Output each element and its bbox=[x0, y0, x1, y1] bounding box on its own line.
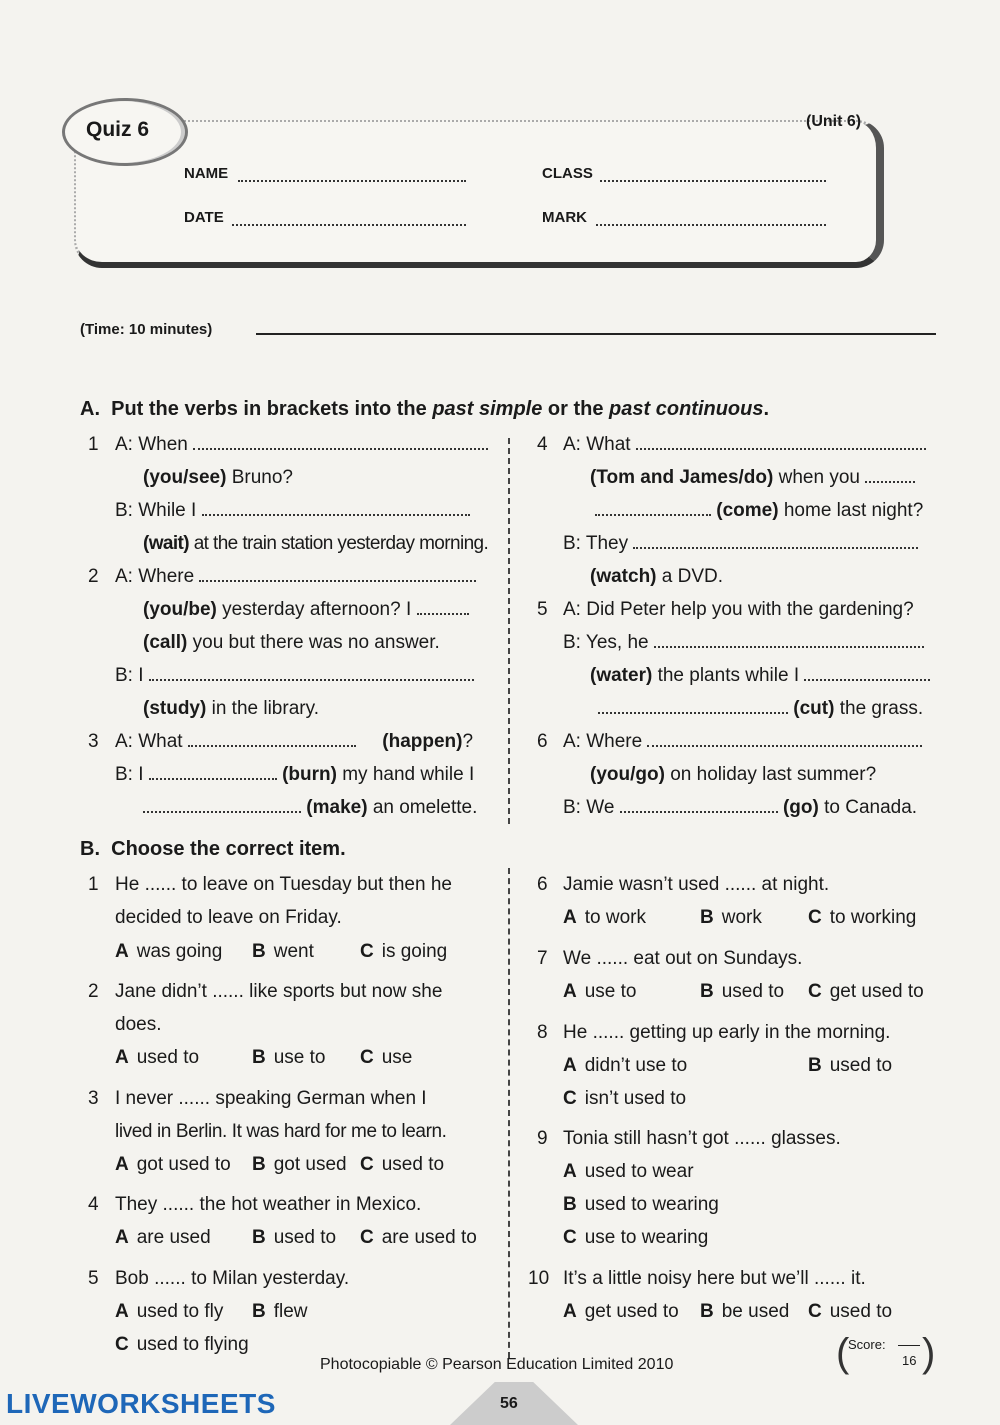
a-q1-blank2[interactable] bbox=[202, 500, 470, 516]
b-q10-line1: It’s a little noisy here but we’ll ...... it. bbox=[563, 1268, 866, 1289]
quiz-title: Quiz 6 bbox=[86, 118, 150, 141]
b-q2-option-a[interactable]: A used to bbox=[115, 1047, 200, 1068]
b-q10-number: 10 bbox=[528, 1268, 550, 1289]
b-q5-option-a[interactable]: A used to fly bbox=[115, 1301, 224, 1322]
a-q6-blank1[interactable] bbox=[647, 731, 922, 747]
a-q4-line5: (watch) a DVD. bbox=[590, 566, 724, 587]
time-limit: (Time: 10 minutes) bbox=[80, 321, 213, 338]
time-rule bbox=[256, 333, 936, 335]
a-q4-blank1[interactable] bbox=[636, 434, 926, 450]
b-q7-number: 7 bbox=[537, 948, 548, 969]
class-field[interactable] bbox=[600, 166, 826, 182]
b-q2-number: 2 bbox=[88, 981, 99, 1002]
a-q4-line1: A: What bbox=[563, 433, 926, 457]
b-q10-option-c[interactable]: C used to bbox=[808, 1301, 893, 1322]
b-q5-option-c[interactable]: C used to flying bbox=[115, 1334, 249, 1355]
score-box: ( Score: 16 ) bbox=[836, 1331, 936, 1375]
b-q5-line1: Bob ...... to Milan yesterday. bbox=[115, 1268, 350, 1289]
b-q9-option-a[interactable]: A used to wear bbox=[563, 1161, 694, 1182]
b-q7-line1: We ...... eat out on Sundays. bbox=[563, 948, 803, 969]
b-q4-line1: They ...... the hot weather in Mexico. bbox=[115, 1194, 422, 1215]
unit-label: (Unit 6) bbox=[806, 113, 862, 130]
a-q2-line3: (call) you but there was no answer. bbox=[143, 632, 440, 653]
a-q6-number: 6 bbox=[537, 731, 548, 752]
a-q3-line1: A: What (happen)? bbox=[115, 731, 474, 752]
mark-field[interactable] bbox=[596, 210, 826, 226]
a-q2-blank3[interactable] bbox=[149, 665, 474, 681]
a-q2-number: 2 bbox=[88, 566, 99, 587]
a-q3-blank2[interactable] bbox=[149, 764, 277, 780]
a-q6-line3: B: We (go) to Canada. bbox=[563, 797, 918, 818]
a-q2-line1: A: Where bbox=[115, 565, 476, 589]
name-label: NAME bbox=[184, 165, 229, 182]
a-q6-line2: (you/go) on holiday last summer? bbox=[590, 764, 877, 785]
b-q9-number: 9 bbox=[537, 1128, 548, 1149]
a-q1-line2: (you/see) Bruno? bbox=[143, 467, 293, 488]
b-q6-number: 6 bbox=[537, 874, 548, 895]
a-q2-line4: B: I bbox=[115, 664, 474, 688]
b-q10-option-a[interactable]: A get used to bbox=[563, 1301, 679, 1322]
a-q3-blank3[interactable] bbox=[143, 797, 301, 813]
section-b-title: B. Choose the correct item. bbox=[80, 838, 346, 860]
a-q1-line4: (wait) at the train station yesterday morning. bbox=[143, 533, 489, 554]
a-q5-line3: (water) the plants while I bbox=[590, 664, 930, 688]
class-label: CLASS bbox=[542, 165, 593, 182]
b-q3-option-b[interactable]: B got used bbox=[252, 1154, 347, 1175]
b-q3-option-a[interactable]: A got used to bbox=[115, 1154, 231, 1175]
score-label: Score: bbox=[848, 1337, 886, 1352]
copyright-footer: Photocopiable © Pearson Education Limited 2010 bbox=[320, 1356, 674, 1373]
a-q1-blank1[interactable] bbox=[193, 434, 488, 450]
a-q1-line1: A: When bbox=[115, 433, 488, 457]
b-q9-option-c[interactable]: C use to wearing bbox=[563, 1227, 709, 1248]
a-q3-line2: B: I (burn) my hand while I bbox=[115, 764, 475, 785]
a-q2-line2: (you/be) yesterday afternoon? I bbox=[143, 598, 469, 622]
a-q3-line3: (make) an omelette. bbox=[143, 796, 477, 820]
a-q2-line5: (study) in the library. bbox=[143, 698, 319, 719]
b-q3-line1: I never ...... speaking German when I bbox=[115, 1088, 427, 1109]
a-q5-number: 5 bbox=[537, 599, 548, 620]
b-q1-line2: decided to leave on Friday. bbox=[115, 907, 342, 928]
b-q4-option-b[interactable]: B used to bbox=[252, 1227, 337, 1248]
b-q8-number: 8 bbox=[537, 1022, 548, 1043]
a-q4-line2: (Tom and James/do) when you bbox=[590, 466, 915, 490]
a-q4-line4: B: They bbox=[563, 532, 918, 556]
section-a-divider bbox=[508, 438, 510, 824]
b-q6-line1: Jamie wasn’t used ...... at night. bbox=[563, 874, 830, 895]
score-total: 16 bbox=[902, 1353, 917, 1368]
b-q1-number: 1 bbox=[88, 874, 99, 895]
a-q1-number: 1 bbox=[88, 434, 99, 455]
date-field[interactable] bbox=[232, 210, 466, 226]
a-q6-line1: A: Where bbox=[563, 730, 922, 754]
b-q3-number: 3 bbox=[88, 1088, 99, 1109]
date-label: DATE bbox=[184, 209, 224, 226]
b-q5-option-b[interactable]: B flew bbox=[252, 1301, 308, 1322]
a-q2-blank2[interactable] bbox=[417, 599, 469, 615]
b-q8-line1: He ...... getting up early in the morning. bbox=[563, 1022, 891, 1043]
b-q6-option-a[interactable]: A to work bbox=[563, 907, 646, 928]
a-q5-line4: (cut) the grass. bbox=[598, 697, 923, 721]
b-q8-option-b[interactable]: B used to bbox=[808, 1055, 893, 1076]
b-q4-number: 4 bbox=[88, 1194, 99, 1215]
section-b-divider bbox=[508, 868, 510, 1358]
b-q1-line1: He ...... to leave on Tuesday but then he bbox=[115, 874, 452, 895]
a-q2-blank1[interactable] bbox=[199, 566, 476, 582]
b-q10-option-b[interactable]: B be used bbox=[700, 1301, 790, 1322]
b-q2-line2: does. bbox=[115, 1014, 162, 1035]
b-q8-option-a[interactable]: A didn’t use to bbox=[563, 1055, 688, 1076]
a-q1-line3: B: While I bbox=[115, 499, 470, 523]
a-q5-blank2[interactable] bbox=[804, 665, 930, 681]
score-fraction-line bbox=[898, 1345, 920, 1346]
liveworksheets-logo: LIVEWORKSHEETS bbox=[6, 1388, 276, 1419]
a-q5-line2: B: Yes, he bbox=[563, 631, 924, 655]
b-q7-option-c[interactable]: C get used to bbox=[808, 981, 924, 1002]
b-q2-option-b[interactable]: B use to bbox=[252, 1047, 326, 1068]
a-q5-line1: A: Did Peter help you with the gardening? bbox=[563, 599, 914, 620]
a-q4-blank3[interactable] bbox=[595, 500, 711, 516]
b-q6-option-c[interactable]: C to working bbox=[808, 907, 917, 928]
a-q6-blank2[interactable] bbox=[620, 797, 778, 813]
a-q4-number: 4 bbox=[537, 434, 548, 455]
page-number: 56 bbox=[500, 1395, 518, 1412]
b-q7-option-b[interactable]: B used to bbox=[700, 981, 785, 1002]
a-q3-blank1[interactable] bbox=[188, 731, 356, 747]
a-q5-blank1[interactable] bbox=[654, 632, 924, 648]
b-q1-option-a[interactable]: A was going bbox=[115, 941, 223, 962]
b-q2-line1: Jane didn’t ...... like sports but now she bbox=[115, 981, 443, 1002]
b-q3-line2: lived in Berlin. It was hard for me to learn. bbox=[115, 1121, 447, 1142]
a-q3-number: 3 bbox=[88, 731, 99, 752]
header-box bbox=[74, 120, 884, 268]
section-a-title: A. Put the verbs in brackets into the past simple or the past continuous. bbox=[80, 398, 770, 420]
a-q4-line3: (come) home last night? bbox=[595, 499, 923, 523]
b-q8-option-c[interactable]: C isn’t used to bbox=[563, 1088, 687, 1109]
a-q4-blank4[interactable] bbox=[633, 533, 918, 549]
mark-label: MARK bbox=[542, 209, 587, 226]
b-q3-option-c[interactable]: C used to bbox=[360, 1154, 445, 1175]
b-q1-option-c[interactable]: C is going bbox=[360, 941, 448, 962]
b-q2-option-c[interactable]: C use bbox=[360, 1047, 413, 1068]
b-q6-option-b[interactable]: B work bbox=[700, 907, 762, 928]
b-q7-option-a[interactable]: A use to bbox=[563, 981, 637, 1002]
b-q9-line1: Tonia still hasn’t got ...... glasses. bbox=[563, 1128, 841, 1149]
name-field[interactable] bbox=[238, 166, 466, 182]
b-q5-number: 5 bbox=[88, 1268, 99, 1289]
b-q9-option-b[interactable]: B used to wearing bbox=[563, 1194, 719, 1215]
b-q4-option-a[interactable]: A are used bbox=[115, 1227, 211, 1248]
b-q1-option-b[interactable]: B went bbox=[252, 941, 314, 962]
b-q4-option-c[interactable]: C are used to bbox=[360, 1227, 477, 1248]
a-q5-blank3[interactable] bbox=[598, 698, 788, 714]
a-q4-blank2[interactable] bbox=[865, 467, 915, 483]
